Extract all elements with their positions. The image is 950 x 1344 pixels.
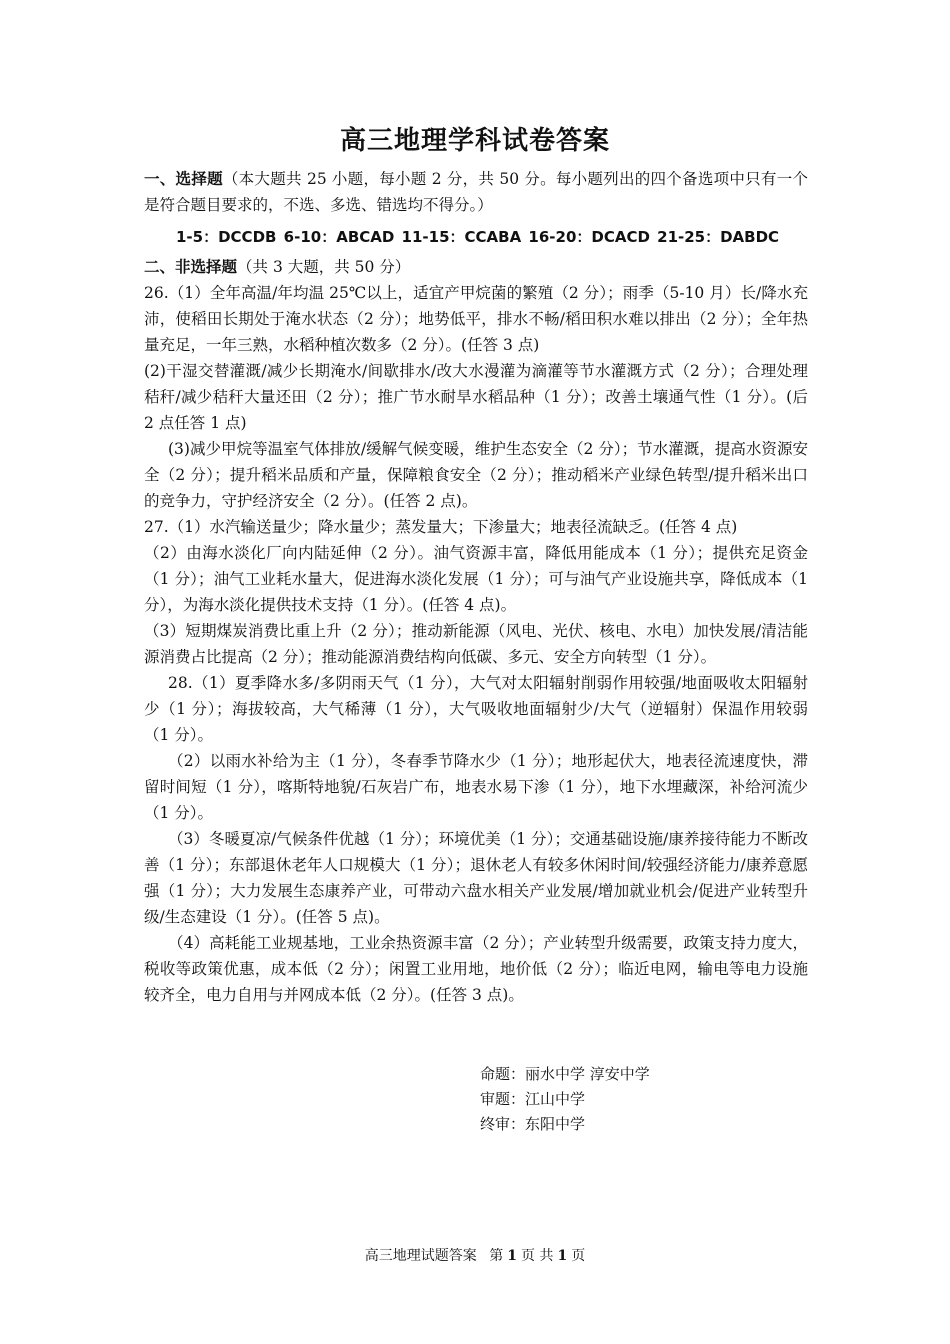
q27-part2: （2）由海水淡化厂向内陆延伸（2 分）。油气资源丰富，降低用能成本（1 分）；提供充足资金（1 分）；油气工业耗水量大，促进海水淡化发展（1 分）；可与油气产业设施共享，降低成本（1 分），为海水淡化提供技术支持（1 分）。(任答 4 点)。 <box>144 544 808 614</box>
page-footer <box>0 1245 950 1265</box>
footer-page-label-3: 页 <box>571 1248 586 1264</box>
answer-body <box>144 166 808 1008</box>
q28-part3: （3）冬暖夏凉/气候条件优越（1 分）；环境优美（1 分）；交通基础设施/康养接待能力不断改善（1 分）；东部退休老年人口规模大（1 分）；退休老人有较多休闲时间/较强经济能力/康养意愿强（1 分）；大力发展生态康养产业，可带动六盘水相关产业发展/增加就业机会/促进产业转型升级/生态建设（1 分）。(任答 5 点)。 <box>144 830 808 926</box>
credit-final-review: 终审：东阳中学 <box>480 1115 586 1133</box>
page-title: 高三地理学科试卷答案 <box>339 126 610 156</box>
footer-page-label-1: 第 <box>489 1248 504 1264</box>
footer-doc-title: 高三地理试题答案 <box>364 1248 477 1264</box>
q28-part1: 28.（1）夏季降水多/多阴雨天气（1 分），大气对太阳辐射削弱作用较强/地面吸收太阳辐射少（1 分）；海拔较高，大气稀薄（1 分），大气吸收地面辐射少/大气（逆辐射）保温作用较弱（1 分）。 <box>144 674 808 744</box>
footer-page-number: 1 <box>507 1248 517 1264</box>
q28-part4: （4）高耗能工业规基地，工业余热资源丰富（2 分）；产业转型升级需要，政策支持力度大，税收等政策优惠，成本低（2 分）；闲置工业用地，地价低（2 分）；临近电网，输电等电力设施较齐全，电力自用与并网成本低（2 分）。(任答 3 点)。 <box>144 934 808 1004</box>
q26-part1: 26.（1）全年高温/年均温 25℃以上，适宜产甲烷菌的繁殖（2 分）；雨季（5-10 月）长/降水充沛，使稻田长期处于淹水状态（2 分）；地势低平，排水不畅/稻田积水难以排出（2 分）；全年热量充足，一年三熟，水稻种植次数多（2 分）。(任答 3 点) <box>144 284 808 354</box>
q26-part2: (2)干湿交替灌溉/减少长期淹水/间歇排水/改大水漫灌为滴灌等节水灌溉方式（2 分）；合理处理秸秆/减少秸秆大量还田（2 分）；推广节水耐旱水稻品种（1 分）；改善土壤通气性（1 分）。(后 2 点任答 1 点) <box>144 362 808 432</box>
q26-part3: (3)减少甲烷等温室气体排放/缓解气候变暖，维护生态安全（2 分）；节水灌溉，提高水资源安全（2 分）；提升稻米品质和产量，保障粮食安全（2 分）；推动稻米产业绿色转型/提升稻米出口的竞争力，守护经济安全（2 分）。(任答 2 点)。 <box>144 440 808 510</box>
credit-reviewer: 审题：江山中学 <box>480 1090 586 1108</box>
q27-part1: 27.（1）水汽输送量少；降水量少；蒸发量大；下渗量大；地表径流缺乏。(任答 4 点) <box>144 518 738 536</box>
section1-desc: （本大题共 25 小题，每小题 2 分，共 50 分。每小题列出的四个备选项中只有一个是符合题目要求的，不选、多选、错选均不得分。） <box>144 170 808 214</box>
section1-heading: 一、选择题 <box>144 170 223 188</box>
credit-author: 命题：丽水中学 淳安中学 <box>480 1065 650 1083</box>
multiple-choice-answers: 1-5：DCCDB 6-10：ABCAD 11-15：CCABA 16-20：DCACD 21-25：DABDC <box>176 228 780 246</box>
section2-desc: （共 3 大题，共 50 分） <box>237 258 411 276</box>
footer-page-label-2: 页 共 <box>521 1248 554 1264</box>
section2-intro <box>144 254 808 280</box>
q28-part2: （2）以雨水补给为主（1 分），冬春季节降水少（1 分）；地形起伏大，地表径流速度快，滞留时间短（1 分），喀斯特地貌/石灰岩广布，地表水易下渗（1 分），地下水埋藏深，补给河流少（1 分）。 <box>144 752 808 822</box>
footer-page-total: 1 <box>557 1248 568 1264</box>
section1-intro <box>144 166 808 218</box>
section2-heading: 二、非选择题 <box>144 258 238 276</box>
q27-part3: （3）短期煤炭消费比重上升（2 分）；推动新能源（风电、光伏、核电、水电）加快发展/清洁能源消费占比提高（2 分）；推动能源消费结构向低碳、多元、安全方向转型（1 分）。 <box>144 622 808 666</box>
credits-block <box>480 1062 650 1137</box>
